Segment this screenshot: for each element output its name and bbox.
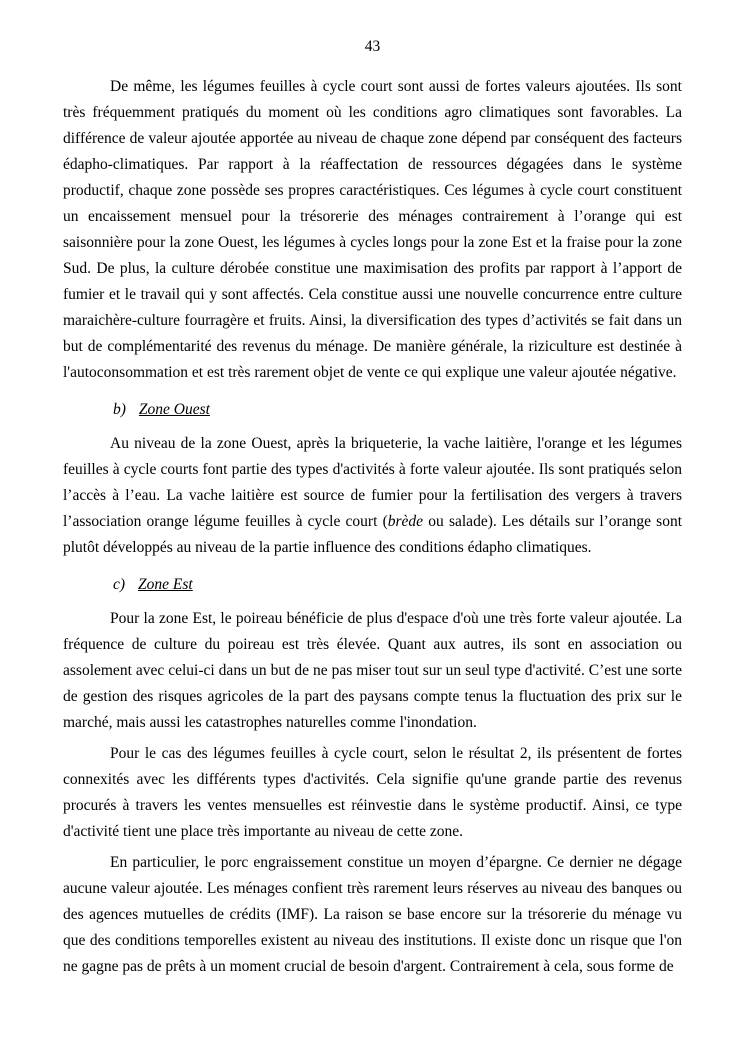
- paragraph-legumes-connexites: Pour le cas des légumes feuilles à cycle court, selon le résultat 2, ils présentent de fortes connexités avec les différents types d'activités. Cela signifie qu'une grande partie des revenus procurés à travers les ventes mensuelles est réinvestie dans le système productif. Ainsi, ce type d'activité tient une place très importante au niveau de cette zone.: [63, 745, 682, 840]
- heading-zone-ouest-label: b): [113, 401, 126, 418]
- heading-zone-ouest: [63, 397, 682, 423]
- paragraph-zone-ouest-italic-term: brède: [387, 513, 424, 530]
- heading-zone-est-title: Zone Est: [138, 576, 193, 593]
- paragraph-zone-est-poireau: Pour la zone Est, le poireau bénéficie de plus d'espace d'où une très forte valeur ajoutée. La fréquence de culture du poireau est très élevée. Quant aux autres, ils sont en association ou assolement avec celui-ci dans un but de ne pas miser tout sur un seul type d'activité. C’est une sorte de gestion des risques agricoles de la part des paysans compte tenus la fluctuation des prix sur le marché, mais aussi les catastrophes naturelles comme l'inondation.: [63, 610, 682, 731]
- paragraph-porc-engraissement: En particulier, le porc engraissement constitue un moyen d’épargne. Ce dernier ne dégage aucune valeur ajoutée. Les ménages confient très rarement leurs réserves au niveau des banques ou des agences mutuelles de crédits (IMF). La raison se base encore sur la trésorerie du ménage vu que des conditions temporelles existent au niveau des institutions. Il existe donc un risque que l'on ne gagne pas de prêts à un moment crucial de besoin d'argent. Contrairement à cela, sous forme de: [63, 854, 682, 975]
- paragraph-cycle-court-valeurs: De même, les légumes feuilles à cycle court sont aussi de fortes valeurs ajoutées. Ils sont très fréquemment pratiqués du moment où les conditions agro climatiques sont favorables. La différence de valeur ajoutée apportée au niveau de chaque zone dépend par conséquent des facteurs édapho-climatiques. Par rapport à la réaffectation de ressources dégagées dans le système productif, chaque zone possède ses propres caractéristiques. Ces légumes à cycle court constituent un encaissement mensuel pour la trésorerie des ménages contrairement à l’orange qui est saisonnière pour la zone Ouest, les légumes à cycles longs pour la zone Est et la fraise pour la zone Sud. De plus, la culture dérobée constitue une maximisation des profits par rapport à l’apport de fumier et le travail qui y sont affectés. Cela constitue aussi une nouvelle concurrence entre culture maraichère-culture fourragère et fruits. Ainsi, la diversification des types d’activités se fait dans un but de complémentarité des revenus du ménage. De manière générale, la riziculture est destinée à l'autoconsommation et est très rarement objet de vente ce qui explique une valeur ajoutée négative.: [63, 78, 682, 381]
- paragraph-zone-ouest-text-before: Au niveau de la zone Ouest, après la briqueterie, la vache laitière, l'orange et les légumes feuilles à cycle courts font partie des types d'activités à forte valeur ajoutée. Ils sont pratiqués selon l’accès à l’eau. La vache laitière est source de fumier pour la fertilisation des vergers à travers l’association orange légume feuilles à cycle court (: [63, 435, 682, 530]
- heading-zone-ouest-title: Zone Ouest: [138, 401, 210, 418]
- paragraph-zone-ouest: [63, 431, 682, 561]
- paragraph-zone-ouest-text-after: ou salade). Les détails sur l’orange sont plutôt développés au niveau de la partie influence des conditions édapho climatiques.: [63, 513, 683, 556]
- page-number: 43: [364, 38, 381, 55]
- heading-zone-est: [63, 572, 682, 598]
- heading-zone-est-label: c): [113, 576, 126, 593]
